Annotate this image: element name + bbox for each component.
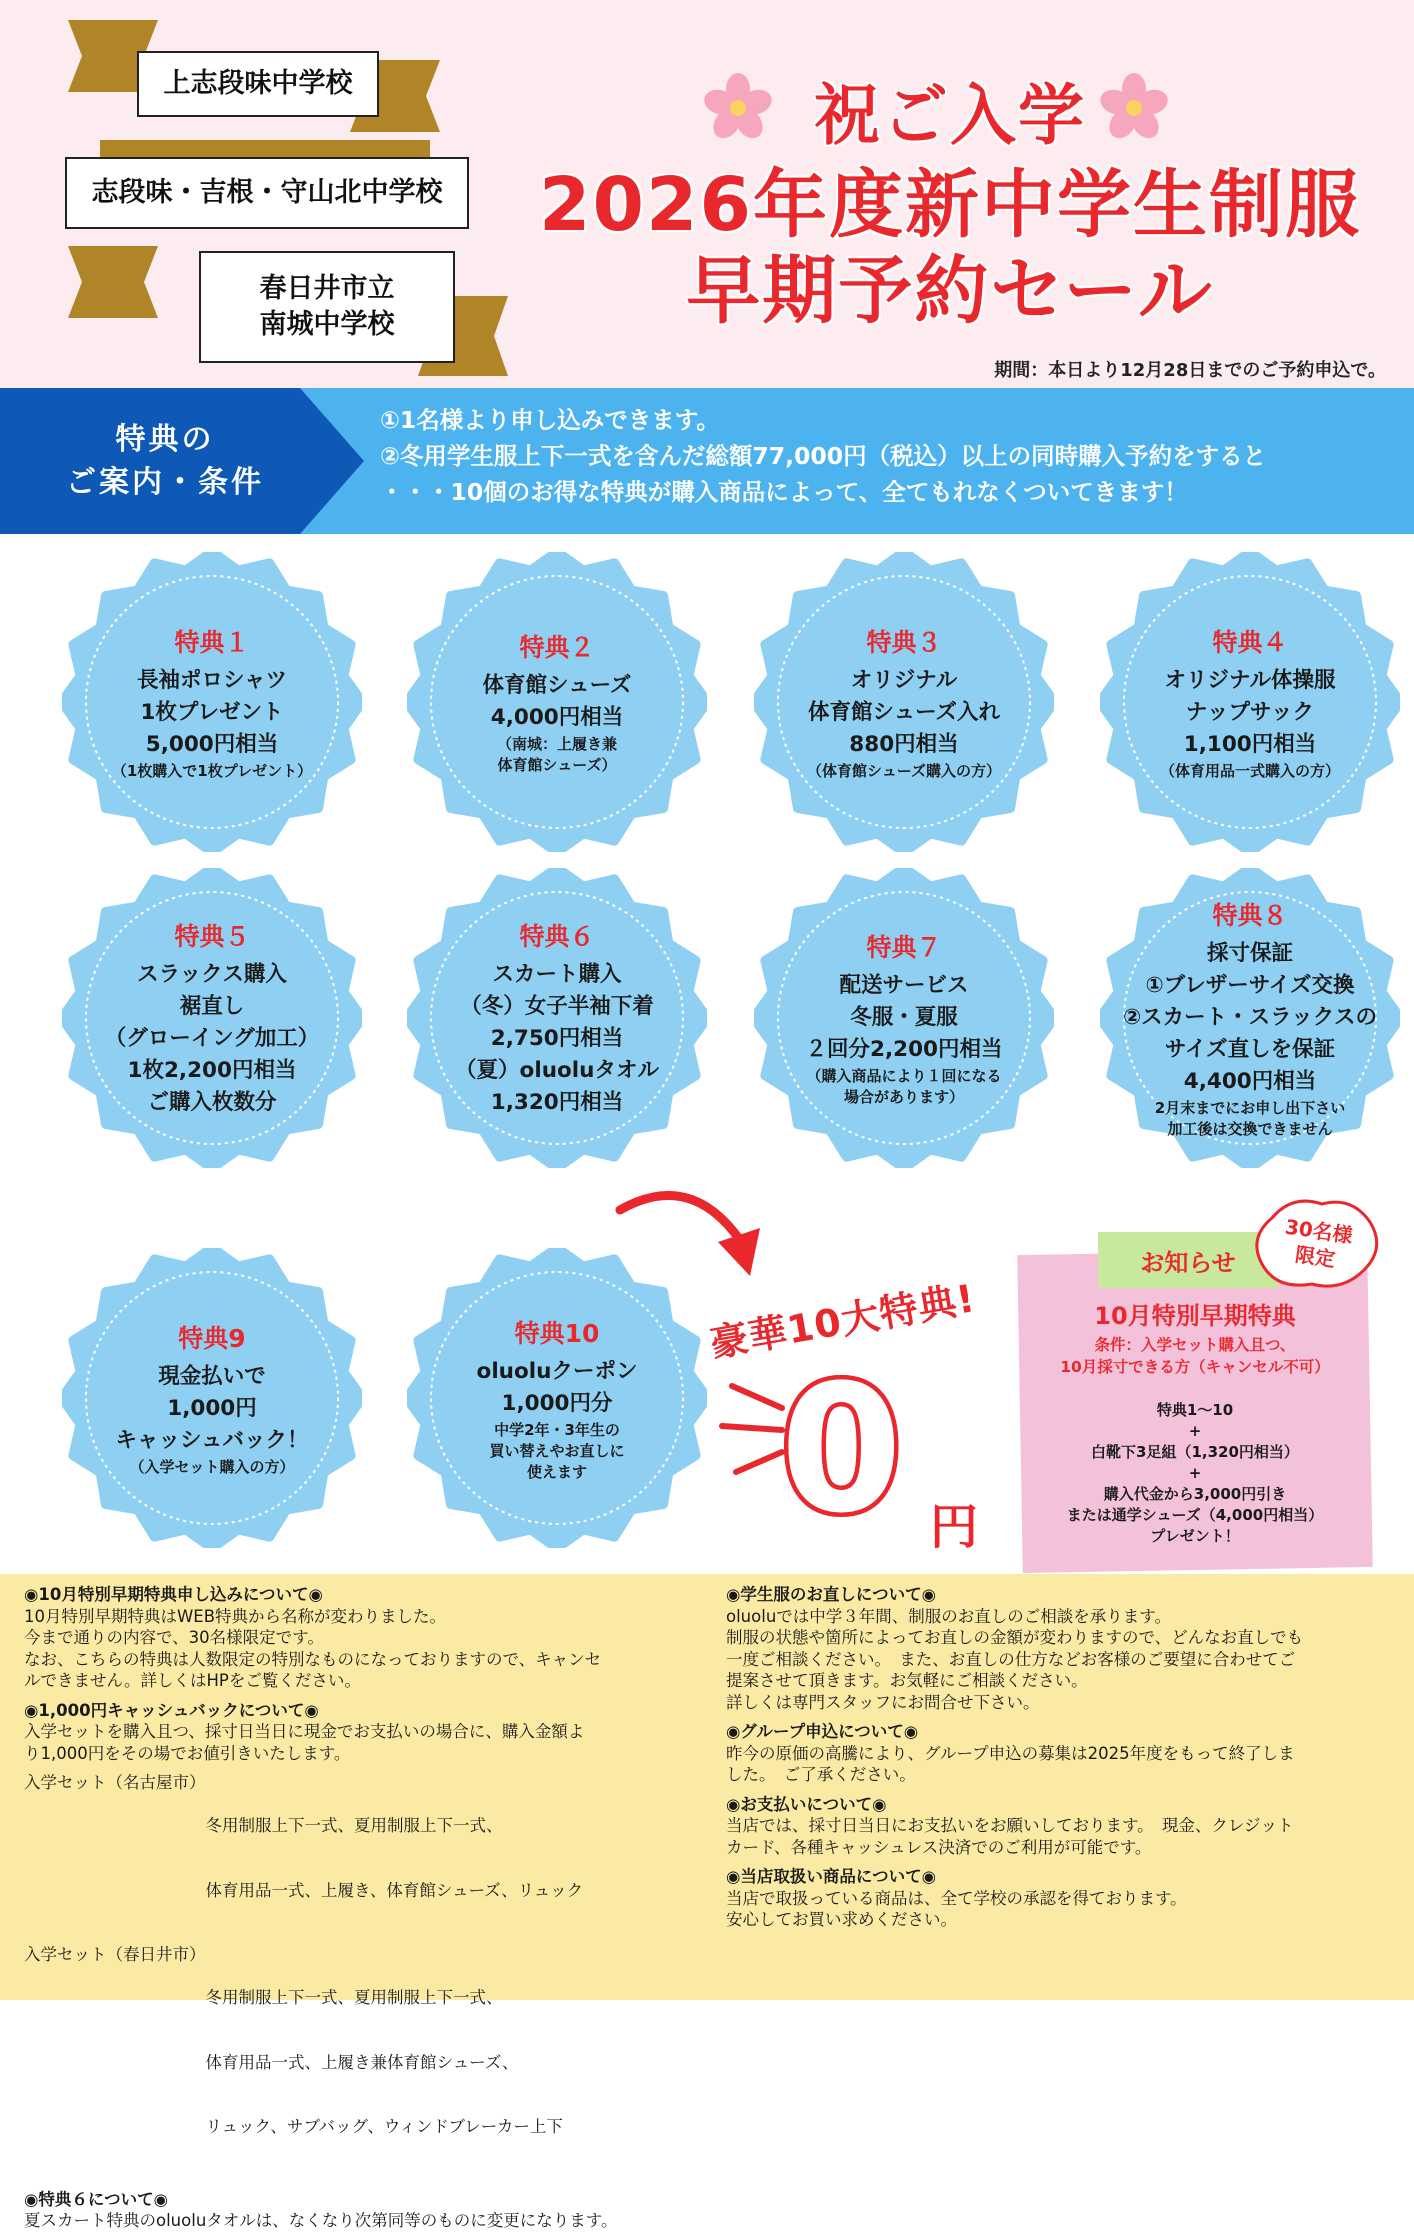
title-sale: 早期予約セール (686, 248, 1214, 334)
school-ribbon-1 (68, 16, 440, 136)
benefit-line: 4,400円相当 (1183, 1069, 1317, 1094)
info-line: 入学セットを購入且つ、採寸日当日に現金でお支払いの場合に、購入金額よ (24, 1722, 585, 1741)
header (0, 0, 1414, 388)
badge-content (1100, 868, 1400, 1168)
benefit-line: 4,000円相当 (490, 705, 624, 730)
info-line: oluoluでは中学３年間、制服のお直しのご相談を承ります。 (726, 1606, 1171, 1626)
benefit-badge-9 (62, 1248, 362, 1548)
benefit-line: ２回分2,200円相当 (805, 1037, 1003, 1062)
conditions-text (380, 402, 1410, 510)
benefit-title: 特典２ (519, 633, 595, 662)
benefit-line: 1,320円相当 (490, 1090, 624, 1115)
benefit-line: （冬）女子半袖下着 (460, 994, 654, 1019)
conditions-label (0, 388, 330, 534)
notice-title: 10月特別早期特典 (1094, 1302, 1296, 1330)
benefit-line: ①ブレザーサイズ交換 (1145, 973, 1355, 998)
badge-content (62, 1248, 362, 1548)
info-heading: ◉当店取扱い商品について◉ (726, 1867, 936, 1886)
condition-2: ②冬用学生服上下一式を含んだ総額77,000円（税込）以上の同時購入予約をすると (380, 442, 1267, 470)
benefit-note: 場合があります） (843, 1088, 964, 1106)
notice-body-line: + (1188, 1422, 1202, 1440)
zero-amount: 0 (780, 1347, 903, 1552)
benefit-badge-4 (1100, 552, 1400, 852)
benefit-title: 特典６ (519, 922, 595, 951)
info-heading: ◉10月特別早期特典申し込みについて◉ (24, 1585, 323, 1604)
badge-content (407, 552, 707, 852)
sale-period: 期間：本日より12月28日までのご予約申込で。 (994, 360, 1386, 381)
title-main: 2026年度新中学生制服 (539, 162, 1361, 248)
benefit-title: 特典10 (514, 1318, 600, 1348)
benefit-note: 体育館シューズ） (497, 756, 617, 774)
benefit-line: オリジナル (850, 667, 958, 693)
benefit-note: 使えます (526, 1462, 587, 1481)
benefit-title: 特典１ (174, 627, 250, 657)
benefit-badge-6 (407, 868, 707, 1168)
info-line: 安心してお買い求めください。 (726, 1910, 957, 1929)
badge-content (62, 868, 362, 1168)
benefit-line: 1枚プレゼント (140, 699, 284, 725)
benefit-line: 体育館シューズ入れ (808, 699, 1000, 725)
title-celebration: 祝ご入学 (814, 77, 1086, 154)
notice-body-line: 白靴下3足組（1,320円相当） (1091, 1443, 1299, 1461)
benefit-title: 特典７ (866, 933, 942, 962)
notice-body-line: 特典1〜10 (1156, 1401, 1234, 1419)
info-left-column (24, 1584, 704, 2232)
condition-1: ①1名様より申し込みできます。 (380, 406, 720, 434)
set-label: 入学セット（名古屋市） (24, 1773, 206, 1792)
notice-body-line: または通学シューズ（4,000円相当） (1066, 1506, 1324, 1524)
notice-body (1030, 1400, 1360, 1547)
benefit-line: 採寸保証 (1206, 941, 1293, 966)
benefit-badge-1 (62, 552, 362, 852)
benefit-note: 中学2年・3年生の (494, 1420, 620, 1439)
limited-label: 限定 (1293, 1242, 1337, 1272)
benefit-line: （夏）oluoluタオル (455, 1058, 659, 1083)
info-line: 夏スカート特典のoluoluタオルは、なくなり次第同等のものに変更になります。 (24, 2211, 618, 2230)
info-line: 冬用制服上下一式、夏用制服上下一式、 (205, 1816, 503, 1835)
set-contents (206, 1772, 584, 1944)
benefit-note: 2月末までにお申し出下さい (1154, 1099, 1346, 1117)
benefit-line: 裾直し (179, 994, 245, 1019)
benefit-line: 長袖ポロシャツ (136, 667, 288, 693)
info-line: り1,000円をその場でお値引きいたします。 (24, 1743, 351, 1763)
benefit-line: 1,100円相当 (1183, 731, 1317, 757)
info-section (0, 1574, 1414, 2230)
conditions-label-line1: 特典の (115, 421, 215, 457)
info-line: 体育用品一式、上履き兼体育館シューズ、 (205, 2052, 519, 2072)
benefit-badge-3 (754, 552, 1054, 852)
benefit-title: 特典9 (178, 1323, 246, 1353)
benefit-title: 特典４ (1212, 627, 1288, 657)
notice-body-line: プレゼント！ (1150, 1527, 1240, 1545)
benefit-note: （1枚購入で1枚プレゼント） (111, 761, 313, 780)
notice-condition (1030, 1334, 1360, 1378)
benefit-note: （購入商品により１回になる (806, 1067, 1002, 1085)
info-right-column (726, 1584, 1402, 1931)
badge-content (407, 1248, 707, 1548)
info-line: リュック、サブバッグ、ウィンドブレーカー上下 (205, 2117, 563, 2136)
benefit-line: スラックス購入 (137, 962, 287, 987)
conditions-band (0, 388, 1414, 534)
school-name-2: 志段味・吉根・守山北中学校 (91, 176, 443, 208)
notice-tag: お知らせ (1098, 1232, 1278, 1288)
benefit-line: サイズ直しを保証 (1164, 1037, 1336, 1062)
benefit-line: 1,000円分 (501, 1390, 613, 1416)
badge-content (62, 552, 362, 852)
benefit-line: 880円相当 (849, 731, 959, 757)
notice-condition-line2: 10月採寸できる方（キャンセル不可） (1060, 1358, 1330, 1376)
badge-content (1100, 552, 1400, 852)
benefit-line: 1枚2,200円相当 (127, 1058, 297, 1083)
info-line: 今まで通りの内容で、30名様限定です。 (24, 1628, 324, 1647)
notice-condition-line1: 条件：入学セット購入且つ、 (1094, 1336, 1296, 1354)
set-contents (206, 1944, 563, 2181)
info-line: 冬用制服上下一式、夏用制服上下一式、 (205, 1988, 503, 2007)
info-line: 当店で取扱っている商品は、全て学校の承認を得ております。 (726, 1888, 1187, 1908)
benefit-line: 配送サービス (839, 973, 969, 998)
benefit-line: 5,000円相当 (145, 731, 279, 757)
benefit-title: 特典３ (866, 627, 942, 657)
school-ribbon-3 (68, 236, 508, 384)
benefit-badge-10 (407, 1248, 707, 1548)
school-name-3 (200, 252, 454, 362)
condition-3: ・・・10個のお得な特典が購入商品によって、全てもれなくついてきます！ (380, 478, 1188, 506)
benefit-line: ご購入枚数分 (147, 1090, 277, 1115)
info-heading: ◉お支払いについて◉ (726, 1794, 887, 1814)
benefit-note: （体育用品一式購入の方） (1159, 761, 1340, 780)
benefit-line: 現金払いで (158, 1363, 266, 1389)
school-name-1: 上志段味中学校 (163, 67, 353, 99)
info-line: 体育用品一式、上履き、体育館シューズ、リュック (205, 1880, 584, 1900)
school-name-3a: 春日井市立 (259, 272, 395, 304)
benefit-badge-2 (407, 552, 707, 852)
yen-unit: 円 (930, 1499, 979, 1555)
benefit-line: 体育館シューズ (482, 673, 632, 698)
info-heading: ◉グループ申込について◉ (726, 1722, 919, 1741)
info-line: した。 ご了承ください。 (726, 1765, 916, 1784)
info-heading: ◉1,000円キャッシュバックについて◉ (24, 1700, 319, 1720)
info-line: 制服の状態や箇所によってお直しの金額が変わりますので、どんなお直しでも (726, 1628, 1304, 1647)
info-heading: ◉学生服のお直しについて◉ (726, 1585, 936, 1604)
info-line: 当店では、採寸日当日にお支払いをお願いしております。 現金、クレジット (726, 1816, 1294, 1835)
info-line: カード、各種キャッシュレス決済でのご利用が可能です。 (726, 1837, 1152, 1857)
benefit-line: ②スカート・スラックスの (1122, 1005, 1378, 1030)
benefit-line: 1,000円 (167, 1395, 257, 1421)
notice-body-line: + (1188, 1464, 1202, 1482)
notice-body-line: 購入代金から3,000円引き (1103, 1485, 1287, 1503)
info-line: なお、こちらの特典は人数限定の特別なものになっておりますので、キャンセ (24, 1649, 602, 1669)
benefit-badge-5 (62, 868, 362, 1168)
benefit-badge-7 (754, 868, 1054, 1168)
limited-badge-text (1246, 1189, 1388, 1298)
benefit-note: （入学セット購入の方） (129, 1457, 295, 1476)
benefit-line: スカート購入 (492, 962, 622, 987)
benefit-line: （グローイング加工） (104, 1026, 320, 1051)
set-label: 入学セット（春日井市） (24, 1945, 206, 1964)
conditions-label-line2: ご案内・条件 (66, 465, 264, 500)
info-line: 昨今の原価の高騰により、グループ申込の募集は2025年度をもって終了しま (726, 1743, 1295, 1763)
curved-arrow-icon (610, 1180, 780, 1290)
benefit-line: オリジナル体操服 (1164, 667, 1336, 693)
benefit-line: 2,750円相当 (490, 1026, 624, 1051)
info-line: 詳しくは専門スタッフにお問合せ下さい。 (726, 1692, 1040, 1712)
badge-content (754, 552, 1054, 852)
benefit-badge-8 (1100, 868, 1400, 1168)
benefit-line: oluoluクーポン (476, 1358, 638, 1384)
benefit-note: （体育館シューズ購入の方） (807, 761, 1001, 780)
benefit-line: キャッシュバック！ (115, 1427, 309, 1453)
info-line: 一度ご相談ください。 また、お直しの仕方などお客様のご要望に合わせてご (726, 1649, 1296, 1669)
benefit-line: ナップサック (1185, 699, 1315, 725)
info-line: ルできません。詳しくはHPをご覧ください。 (24, 1671, 361, 1690)
benefit-note: （南城：上履き兼 (496, 735, 617, 753)
badge-content (407, 868, 707, 1168)
info-line: 提案させて頂きます。お気軽にご相談ください。 (726, 1671, 1088, 1690)
benefit-title: 特典８ (1212, 901, 1288, 930)
benefit-note: 買い替えやお直しに (489, 1441, 625, 1460)
ten-benefits-banner: 豪華10大特典! (706, 1275, 979, 1366)
set-row-nagoya (24, 1772, 704, 1944)
school-name-3b: 南城中学校 (259, 309, 395, 340)
limited-count: 30名様 (1283, 1214, 1355, 1248)
benefit-title: 特典５ (174, 922, 250, 951)
benefit-line: 冬服・夏服 (850, 1005, 958, 1030)
info-heading: ◉特典６について◉ (24, 2189, 168, 2209)
set-row-kasugai (24, 1944, 704, 2181)
benefit-note: 加工後は交換できません (1167, 1120, 1333, 1138)
info-line: 10月特別早期特典はWEB特典から名称が変わりました。 (24, 1606, 447, 1626)
badge-content (754, 868, 1054, 1168)
